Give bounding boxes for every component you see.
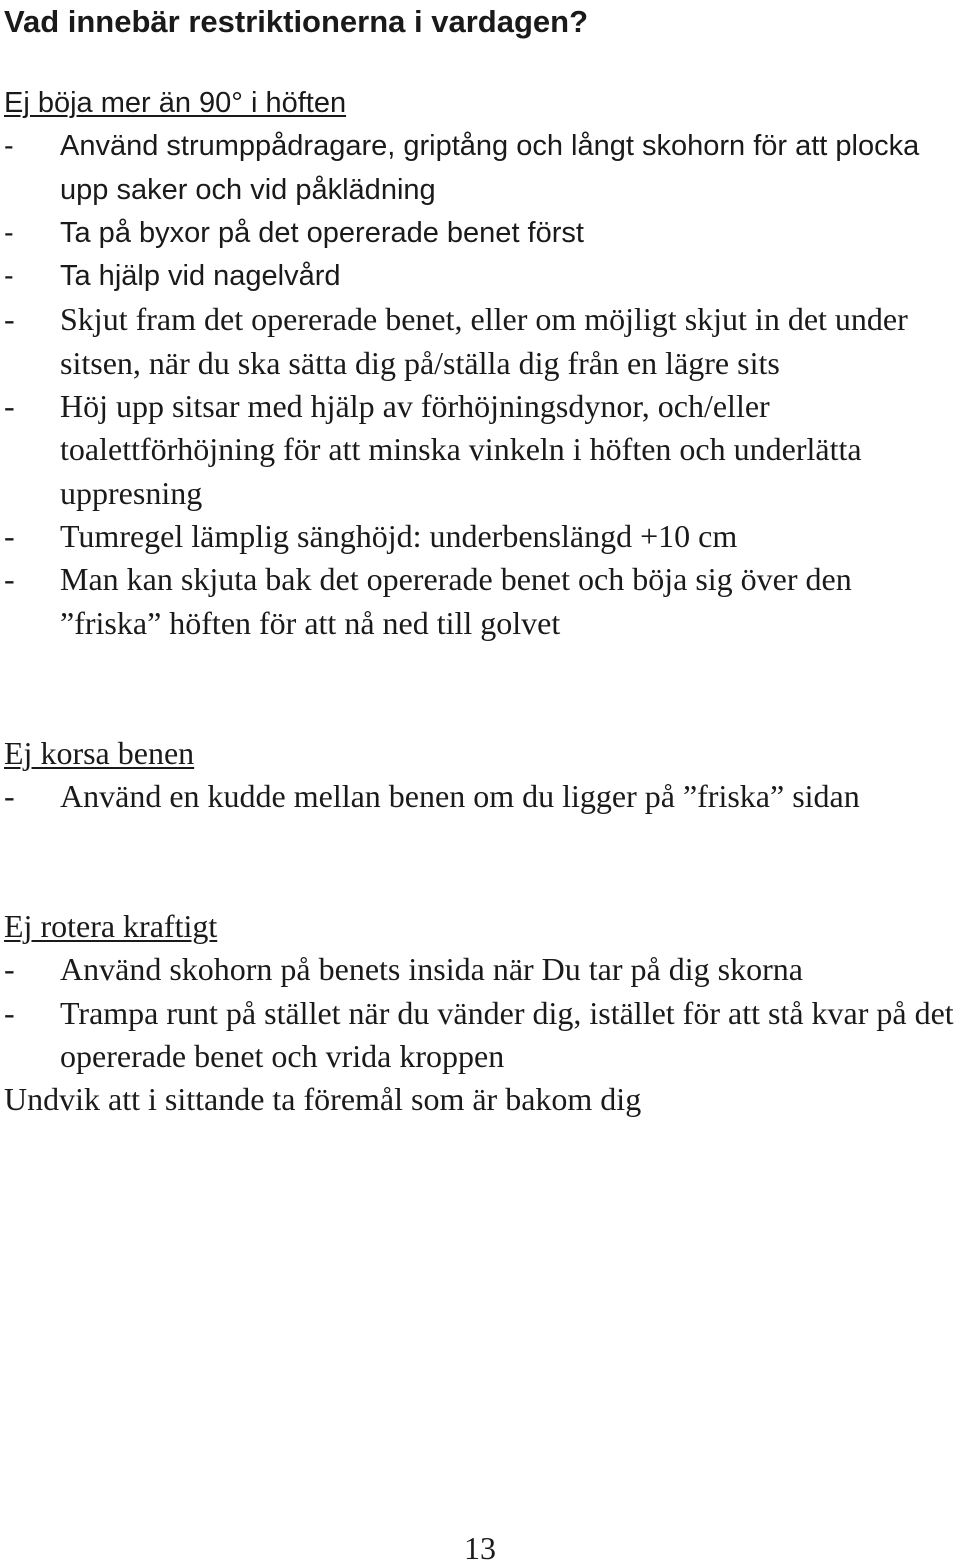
list-item	[4, 385, 954, 515]
page-number: 13	[464, 1530, 496, 1566]
list-item	[4, 212, 954, 255]
list-dash: -	[4, 130, 14, 163]
section-heading: Ej rotera kraftigt	[4, 908, 218, 944]
list-dash: -	[4, 301, 15, 338]
list-item	[4, 255, 954, 298]
section-cross-legs	[4, 732, 954, 819]
list-dash: -	[4, 216, 14, 249]
list-item-text: Använd strumppådragare, griptång och långt skohorn för att plocka upp saker och vid påklädning	[60, 130, 920, 206]
list-item-text: Använd skohorn på benets insida när Du tar på dig skorna	[60, 951, 803, 988]
list-item	[4, 775, 954, 818]
list-dash: -	[4, 260, 14, 293]
list-item	[4, 125, 954, 212]
list-item-text: Tumregel lämplig sänghöjd: underbenslängd +10 cm	[60, 517, 738, 554]
restriction-list-continued	[4, 298, 954, 644]
list-dash: -	[4, 951, 15, 988]
list-dash: -	[4, 561, 15, 598]
list-item	[4, 515, 954, 558]
list-item	[4, 992, 954, 1079]
list-item-text: Ta på byxor på det opererade benet först	[60, 216, 584, 249]
list-item-text: Man kan skjuta bak det opererade benet och böja sig över den ”friska” höften för att nå ned till golvet	[60, 561, 852, 641]
footer-note: Undvik att i sittande ta föremål som är bakom dig	[4, 1081, 642, 1118]
list-item-text: Trampa runt på stället när du vänder dig, istället för att stå kvar på det opererade benet och vrida kroppen	[60, 994, 954, 1074]
restriction-list	[4, 775, 954, 818]
section-rotation	[4, 905, 954, 1121]
section-heading: Ej böja mer än 90° i höften	[4, 87, 347, 119]
list-item	[4, 948, 954, 991]
section-heading: Ej korsa benen	[4, 735, 195, 771]
list-item	[4, 298, 954, 385]
list-item-text: Skjut fram det opererade benet, eller om möjligt skjut in det under sitsen, när du ska sätta dig på/ställa dig från en lägre sits	[60, 301, 908, 381]
list-dash: -	[4, 994, 15, 1031]
list-dash: -	[4, 778, 15, 815]
restriction-list	[4, 948, 954, 1078]
list-dash: -	[4, 388, 15, 425]
list-item-text: Använd en kudde mellan benen om du ligger på ”friska” sidan	[60, 778, 860, 815]
list-item-text: Ta hjälp vid nagelvård	[60, 260, 341, 293]
section-hip-flexion	[4, 82, 954, 645]
list-dash: -	[4, 517, 15, 554]
restriction-list	[4, 125, 954, 298]
page-title: Vad innebär restriktionerna i vardagen?	[4, 4, 589, 39]
list-item-text: Höj upp sitsar med hjälp av förhöjningsdynor, och/eller toalettförhöjning för att minska vinkeln i höften och underlätta uppresning	[60, 388, 862, 511]
list-item	[4, 558, 954, 645]
